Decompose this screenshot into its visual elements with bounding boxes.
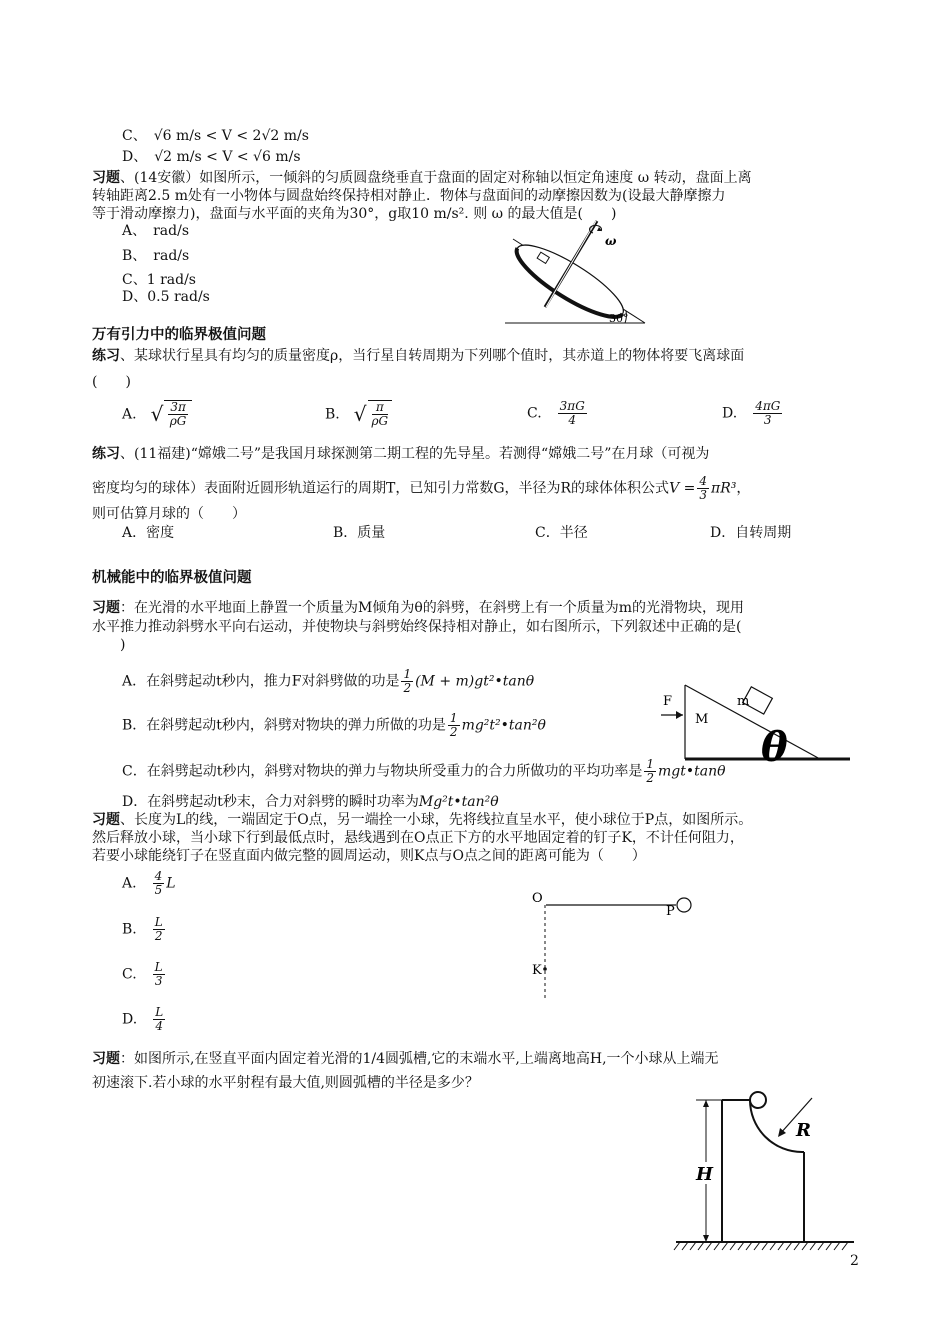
q2-line2: ( ) bbox=[92, 374, 131, 390]
q2-option-b: B. √ $\frac{\pi}{\rho G}$ bbox=[325, 400, 392, 428]
q4-option-b: B．在斜劈起动t秒内，斜劈对物块的弹力所做的功是 $\frac{1}{2}$ mg²t²•tan²θ bbox=[122, 711, 546, 739]
q5-option-a: A. $\frac{4}{5}$ L bbox=[122, 869, 176, 897]
q6-line1: 习题：如图所示,在竖直平面内固定着光滑的1/4圆弧槽,它的末端水平,上端离地高H,一个小球从上端无 bbox=[92, 1051, 719, 1067]
q5-line1: 习题、长度为L的线，一端固定于O点，另一端拴一小球，先将线拉直呈水平，使小球位于P点，如图所示。 bbox=[92, 812, 753, 828]
tilted-disk-figure bbox=[505, 225, 655, 330]
q3-line3: 则可估算月球的（ ） bbox=[92, 506, 246, 522]
q5-line3: 若要小球能绕钉子在竖直面内做完整的圆周运动，则K点与O点之间的距离可能为（ ） bbox=[92, 848, 646, 864]
q4-line3: ) bbox=[92, 637, 126, 653]
q3-option-c: C．半径 bbox=[535, 525, 588, 541]
q4-line2: 水平推力推动斜劈水平向右运动，并使物块与斜劈始终保持相对静止，如右图所示，下列叙述中正确的是( bbox=[92, 619, 742, 635]
q5-option-c: C. $\frac{L}{3}$ bbox=[122, 960, 163, 988]
q1-line1: 习题、(14安徽）如图所示，一倾斜的匀质圆盘绕垂直于盘面的固定对称轴以恒定角速度 ω 转动，盘面上离 bbox=[92, 170, 752, 186]
q3-option-a: A．密度 bbox=[122, 525, 175, 541]
q3-line2: 密度均匀的球体）表面附近圆形轨道运行的周期T，已知引力常数G，半径为R的球体体积公式V = $\frac{4}{3}$ πR³， bbox=[92, 474, 751, 502]
theta-label: θ bbox=[761, 724, 788, 771]
angle-label: 30° bbox=[609, 312, 629, 325]
q1-line3: 等于滑动摩擦力)，盘面与水平面的夹角为30°，g取10 m/s². 则 ω 的最大值是( ) bbox=[92, 206, 617, 222]
q1-option-a: A、 rad/s bbox=[122, 223, 190, 239]
radius-label: R bbox=[796, 1120, 811, 1141]
omega-label: ω bbox=[605, 234, 617, 248]
point-k-label: K bbox=[532, 963, 542, 978]
q4-option-c: C．在斜劈起动t秒内，斜劈对物块的弹力与物块所受重力的合力所做功的平均功率是 $\frac{1}{2}$ mgt•tanθ bbox=[122, 757, 726, 785]
q4-option-d: D．在斜劈起动t秒末，合力对斜劈的瞬时功率为Mg²t•tan²θ bbox=[122, 794, 499, 810]
height-label: H bbox=[696, 1164, 714, 1185]
section-gravity-title: 万有引力中的临界极值问题 bbox=[92, 327, 266, 343]
option-c: C、 √6 m/s < V < 2√2 m/s bbox=[122, 128, 309, 144]
q5-option-b: B. $\frac{L}{2}$ bbox=[122, 915, 163, 943]
q1-option-b: B、 rad/s bbox=[122, 248, 190, 264]
q5-line2: 然后释放小球，当小球下行到最低点时，悬线遇到在O点正下方的水平地固定着的钉子K，不计任何阻力， bbox=[92, 830, 744, 846]
q1-line2: 转轴距离2.5 m处有一小物体与圆盘始终保持相对静止．物体与盘面间的动摩擦因数为(设最大静摩擦力 bbox=[92, 188, 726, 204]
page-number: 2 bbox=[850, 1253, 859, 1269]
q2-option-c: C. $\frac{3\pi G}{4}$ bbox=[527, 399, 585, 427]
q3-option-b: B．质量 bbox=[333, 525, 386, 541]
arc-track-figure bbox=[672, 1090, 857, 1255]
pendulum-figure bbox=[528, 885, 698, 1005]
q3-option-d: D．自转周期 bbox=[710, 525, 792, 541]
q6-line2: 初速滚下.若小球的水平射程有最大值,则圆弧槽的半径是多少？ bbox=[92, 1075, 479, 1091]
q1-option-c: C、1 rad/s bbox=[122, 272, 196, 288]
q4-line1: 习题：在光滑的水平地面上静置一个质量为M倾角为θ的斜劈，在斜劈上有一个质量为m的光滑物块，现用 bbox=[92, 600, 745, 616]
q2-option-d: D. $\frac{4\pi G}{3}$ bbox=[722, 399, 781, 427]
block-mass-label: m bbox=[737, 694, 750, 709]
option-d: D、 √2 m/s < V < √6 m/s bbox=[122, 149, 301, 165]
section-energy-title: 机械能中的临界极值问题 bbox=[92, 570, 252, 586]
q2-option-a: A. √ $\frac{3\pi}{\rho G}$ bbox=[122, 400, 192, 428]
q5-option-d: D. $\frac{L}{4}$ bbox=[122, 1005, 164, 1033]
q3-line1: 练习、(11福建)“嫦娥二号”是我国月球探测第二期工程的先导星。若测得“嫦娥二号”在月球（可视为 bbox=[92, 446, 710, 462]
q4-option-a: A．在斜劈起动t秒内，推力F对斜劈做的功是 $\frac{1}{2}$ (M + m)gt²•tanθ bbox=[122, 667, 535, 695]
point-o-label: O bbox=[532, 891, 543, 906]
wedge-mass-label: M bbox=[695, 712, 709, 727]
q2-line1: 练习、某球状行星具有均匀的质量密度ρ，当行星自转周期为下列哪个值时，其赤道上的物体将要飞离球面 bbox=[92, 348, 745, 364]
force-label: F bbox=[663, 694, 673, 709]
q1-option-d: D、0.5 rad/s bbox=[122, 289, 210, 305]
point-p-label: P bbox=[666, 904, 675, 919]
wedge-figure bbox=[655, 665, 855, 771]
